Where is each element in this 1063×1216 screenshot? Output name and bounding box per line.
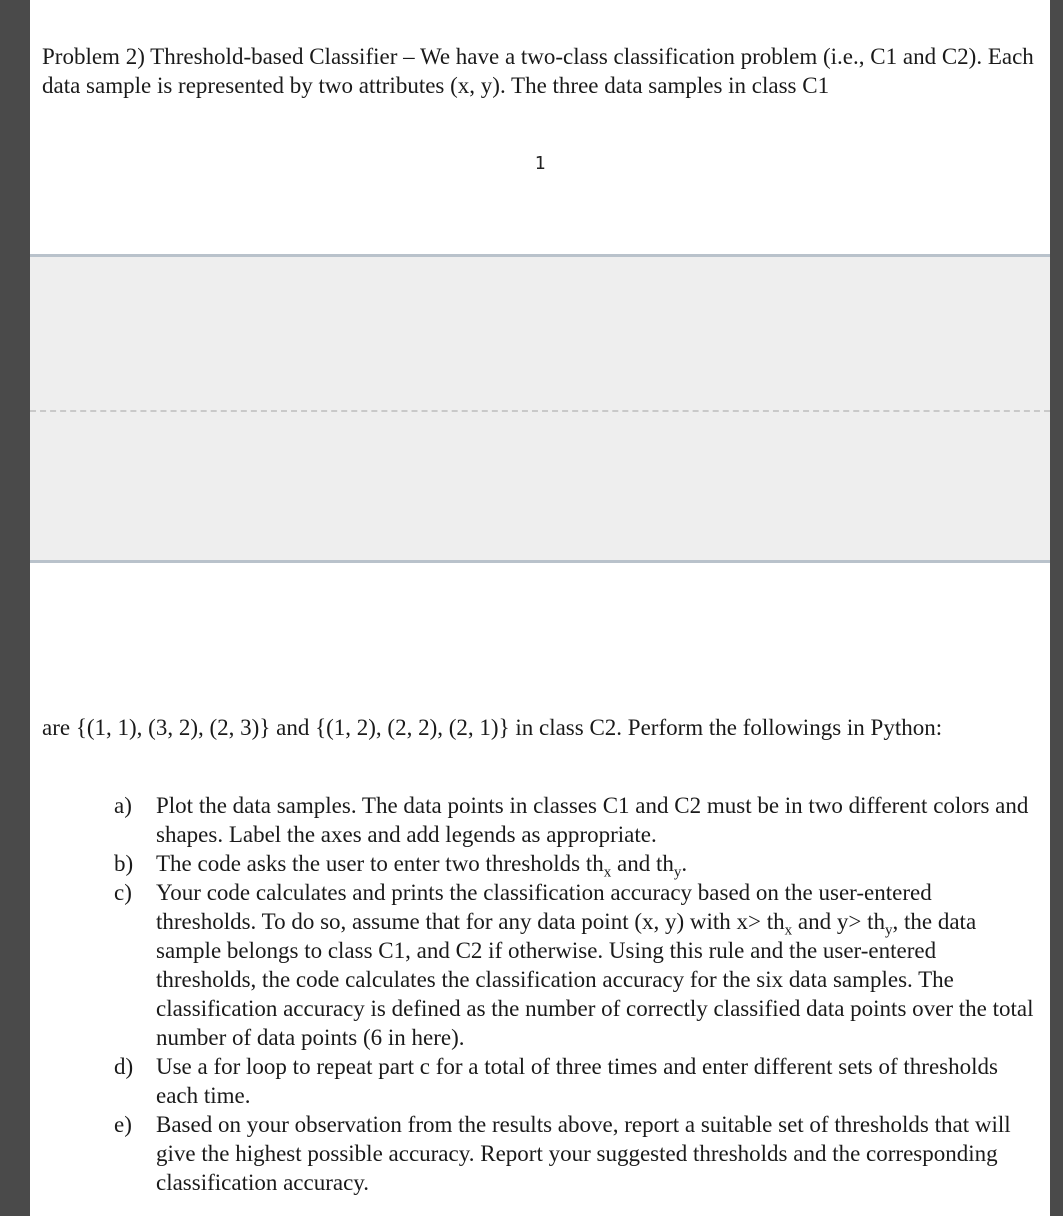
page-break-divider	[30, 410, 1050, 412]
subscript: y	[885, 922, 893, 939]
task-item-c	[114, 878, 1034, 1052]
task-item-a	[114, 791, 1034, 849]
task-text-part: and th	[611, 851, 674, 876]
subscript: y	[673, 864, 682, 881]
page-gap	[30, 254, 1050, 563]
page-number: 1	[534, 153, 546, 174]
task-text-part: Your code calculates and prints the classification accuracy based on the user-entered thresholds. To do so, assume that for any data point (x, y) with x> th	[156, 880, 932, 934]
document-page-top	[30, 0, 1050, 254]
task-text	[156, 878, 1034, 1052]
task-text: Plot the data samples. The data points in classes C1 and C2 must be in two different colors and shapes. Label the axes and add legends as appropriate.	[156, 793, 1029, 847]
task-text-part: and y> th	[792, 909, 885, 934]
task-marker: d)	[114, 1054, 134, 1079]
task-marker: a)	[114, 793, 132, 818]
task-marker: c)	[114, 880, 132, 905]
task-item-d	[114, 1052, 1034, 1110]
task-text	[156, 849, 1034, 881]
task-list	[114, 791, 1034, 1197]
document-page-bottom	[30, 563, 1050, 1216]
subscript: x	[784, 922, 793, 939]
task-text: Based on your observation from the results above, report a suitable set of thresholds that will give the highest possible accuracy. Report your suggested thresholds and the corresponding classification accuracy.	[156, 1112, 1011, 1195]
task-text-part: .	[681, 851, 688, 876]
task-marker: e)	[114, 1112, 132, 1137]
task-text-part: , the data sample belongs to class C1, and C2 if otherwise. Using this rule and the user-entered thresholds, the code calculates the classification accuracy for the six data samples. The classification accuracy is defined as the number of correctly classified data points over the total number of data points (6 in here).	[156, 909, 1034, 1050]
problem-intro-part2: are {(1, 1), (3, 2), (2, 3)} and {(1, 2), (2, 2), (2, 1)} in class C2. Perform the followings in Python:	[42, 715, 943, 740]
task-marker: b)	[114, 851, 134, 876]
task-item-e	[114, 1110, 1034, 1197]
problem-intro-part1: Problem 2) Threshold-based Classifier – We have a two-class classification problem (i.e., C1 and C2). Each data sample is represented by two attributes (x, y). The three data samples in class C1	[42, 44, 1034, 98]
task-item-b	[114, 849, 1034, 881]
task-text: Use a for loop to repeat part c for a total of three times and enter different sets of thresholds each time.	[156, 1054, 998, 1108]
subscript: x	[603, 864, 612, 881]
task-text-part: The code asks the user to enter two thresholds th	[156, 851, 604, 876]
